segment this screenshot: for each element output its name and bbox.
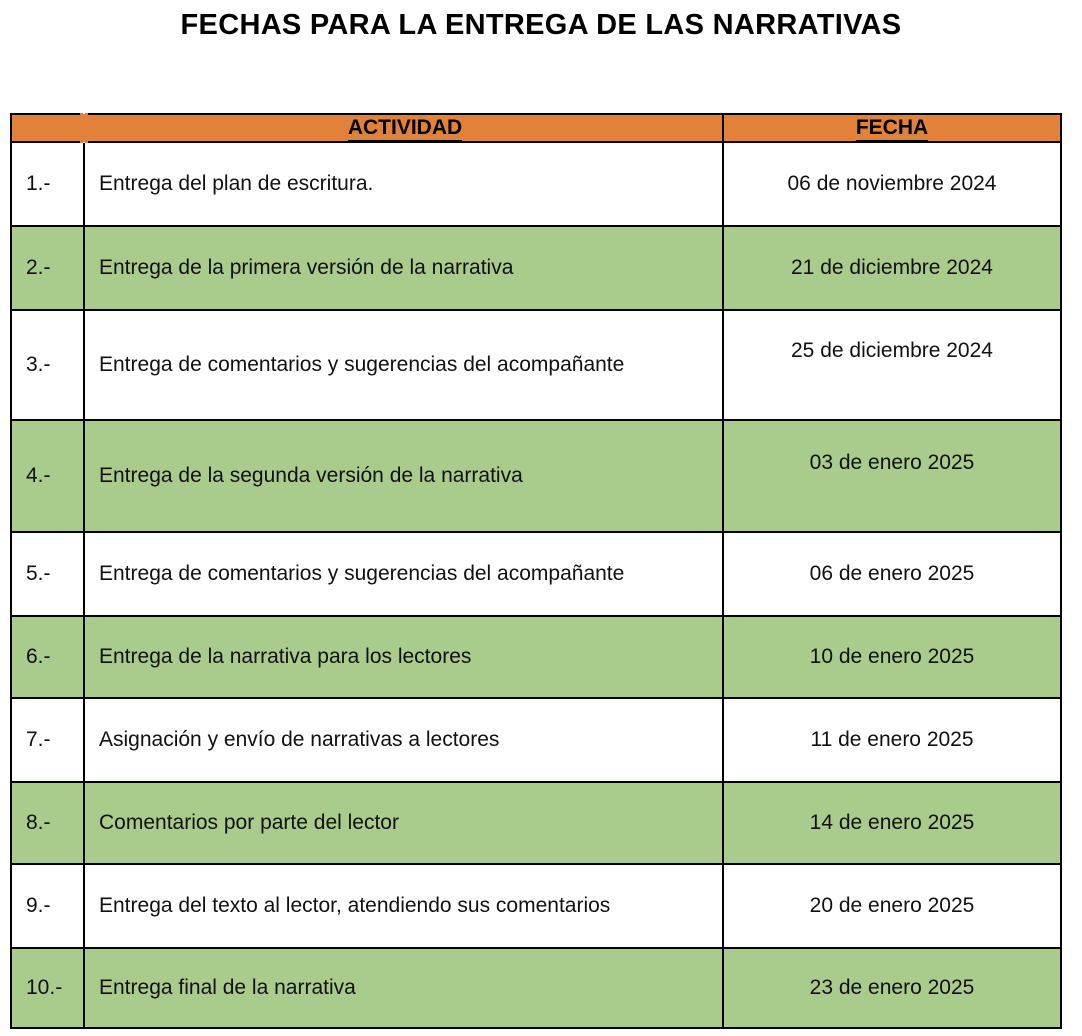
table-row (11, 310, 1061, 420)
table-row (11, 698, 1061, 782)
row-activity: Entrega de comentarios y sugerencias del acompañante (84, 310, 723, 420)
table-row (11, 782, 1061, 864)
row-date: 03 de enero 2025 (723, 420, 1061, 532)
row-activity: Comentarios por parte del lector (84, 782, 723, 864)
row-number: 9.- (11, 864, 84, 948)
row-date: 21 de diciembre 2024 (723, 226, 1061, 310)
table-row (11, 226, 1061, 310)
table-row (11, 142, 1061, 226)
row-number: 10.- (11, 948, 84, 1028)
number-column-header (11, 114, 84, 142)
row-number: 1.- (11, 142, 84, 226)
table-header-row (11, 114, 1061, 142)
table-row (11, 532, 1061, 616)
activity-header-label: ACTIVIDAD (347, 115, 463, 139)
row-activity: Entrega final de la narrativa (84, 948, 723, 1028)
row-activity: Entrega del texto al lector, atendiendo sus comentarios (84, 864, 723, 948)
table-row (11, 616, 1061, 698)
row-date: 10 de enero 2025 (723, 616, 1061, 698)
table-row (11, 420, 1061, 532)
row-number: 5.- (11, 532, 84, 616)
row-number: 6.- (11, 616, 84, 698)
row-activity: Entrega de la segunda versión de la narrativa (84, 420, 723, 532)
row-number: 2.- (11, 226, 84, 310)
row-date: 23 de enero 2025 (723, 948, 1061, 1028)
date-column-header (723, 114, 1061, 142)
row-activity: Entrega de la narrativa para los lectores (84, 616, 723, 698)
row-date: 25 de diciembre 2024 (723, 310, 1061, 420)
row-activity: Entrega del plan de escritura. (84, 142, 723, 226)
activity-column-header (84, 114, 723, 142)
row-number: 7.- (11, 698, 84, 782)
row-date: 06 de noviembre 2024 (723, 142, 1061, 226)
row-number: 3.- (11, 310, 84, 420)
page-title: FECHAS PARA LA ENTREGA DE LAS NARRATIVAS (180, 9, 902, 41)
row-activity: Entrega de la primera versión de la narrativa (84, 226, 723, 310)
row-date: 11 de enero 2025 (723, 698, 1061, 782)
row-date: 06 de enero 2025 (723, 532, 1061, 616)
delivery-schedule-table (10, 113, 1062, 1029)
table-row (11, 864, 1061, 948)
row-number: 4.- (11, 420, 84, 532)
table-row (11, 948, 1061, 1028)
row-activity: Entrega de comentarios y sugerencias del acompañante (84, 532, 723, 616)
date-header-label: FECHA (855, 115, 929, 139)
row-date: 20 de enero 2025 (723, 864, 1061, 948)
row-number: 8.- (11, 782, 84, 864)
row-activity: Asignación y envío de narrativas a lectores (84, 698, 723, 782)
row-date: 14 de enero 2025 (723, 782, 1061, 864)
